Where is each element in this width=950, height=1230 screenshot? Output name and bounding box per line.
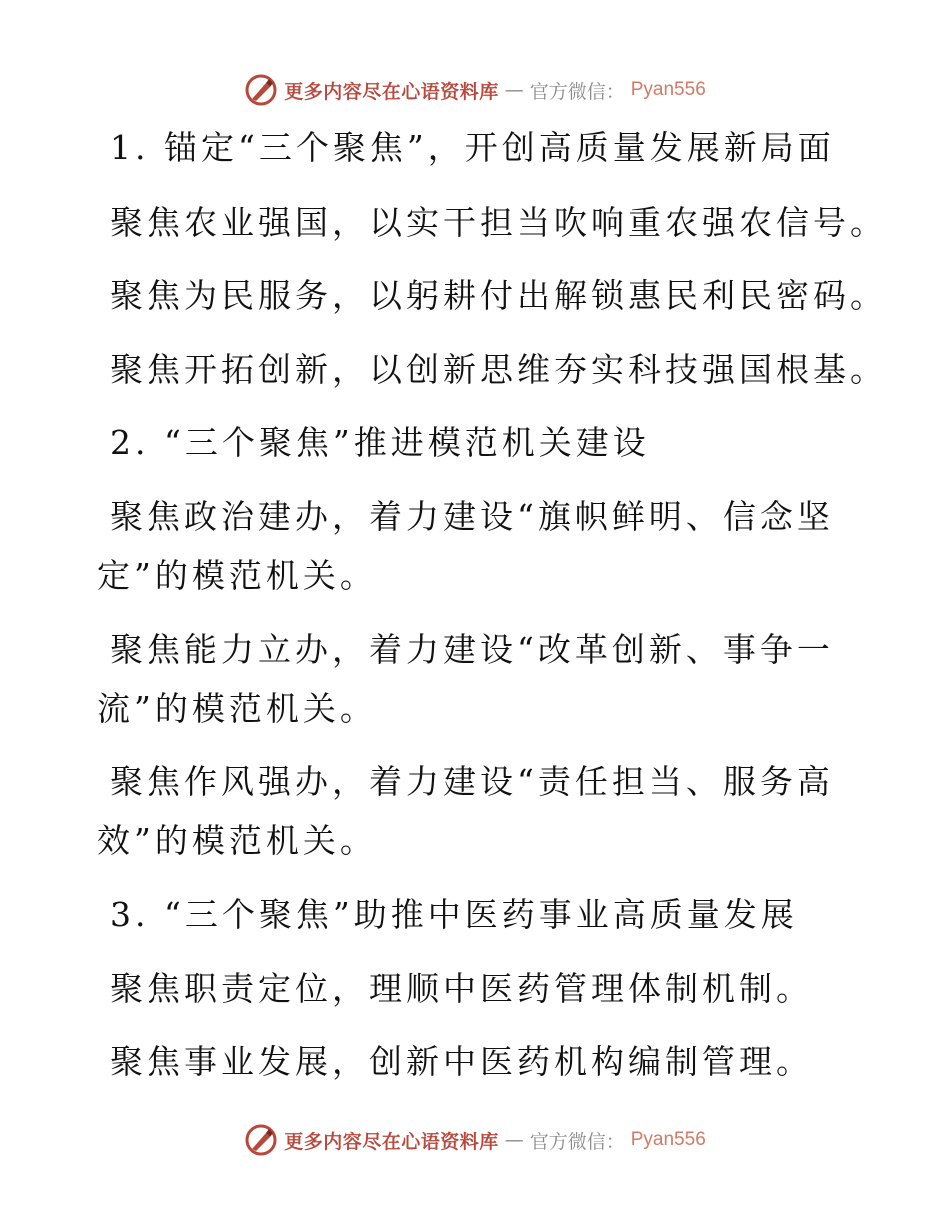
paragraph-line: 聚焦职责定位，理顺中医药管理体制机制。 <box>110 969 813 1008</box>
paragraph-line: 聚焦政治建办，着力建设“旗帜鲜明、信念坚 <box>110 497 834 536</box>
watermark-contact-id: Pyan556 <box>630 79 706 100</box>
paragraph-line: 聚焦为民服务，以躬耕付出解锁惠民利民密码。 <box>110 276 887 315</box>
paragraph-line: 聚焦农业强国，以实干担当吹响重农强农信号。 <box>110 203 887 242</box>
watermark-official-label: 官方微信： <box>529 1130 625 1153</box>
watermark-contact-id: Pyan556 <box>630 1129 706 1150</box>
paragraph-line: 聚焦作风强办，着力建设“责任担当、服务高 <box>110 762 834 801</box>
section-3-heading: 3. “三个聚焦”助推中医药事业高质量发展 <box>110 895 798 934</box>
paragraph-line: 聚焦事业发展，创新中医药机构编制管理。 <box>110 1042 813 1081</box>
paragraph-line-continuation: 流”的模范机关。 <box>97 689 377 728</box>
section-2-heading: 2. “三个聚焦”推进模范机关建设 <box>110 423 650 462</box>
paragraph-line: 聚焦能力立办，着力建设“改革创新、事争一 <box>110 630 834 669</box>
watermark-official-label: 官方微信： <box>529 80 625 103</box>
section-1-heading: 1. 锚定“三个聚焦”，开创高质量发展新局面 <box>110 128 835 167</box>
watermark-dash: — <box>504 1129 524 1151</box>
watermark-brand-text: 更多内容尽在心语资料库 <box>284 80 499 103</box>
paragraph-line-continuation: 效”的模范机关。 <box>97 821 377 860</box>
watermark-brand-text: 更多内容尽在心语资料库 <box>284 1130 499 1153</box>
paragraph-line: 聚焦开拓创新，以创新思维夯实科技强国根基。 <box>110 350 887 389</box>
pen-logo-icon <box>244 1123 278 1157</box>
footer-watermark <box>0 1120 950 1160</box>
paragraph-line-continuation: 定”的模范机关。 <box>97 556 377 595</box>
watermark-dash: — <box>504 79 524 101</box>
